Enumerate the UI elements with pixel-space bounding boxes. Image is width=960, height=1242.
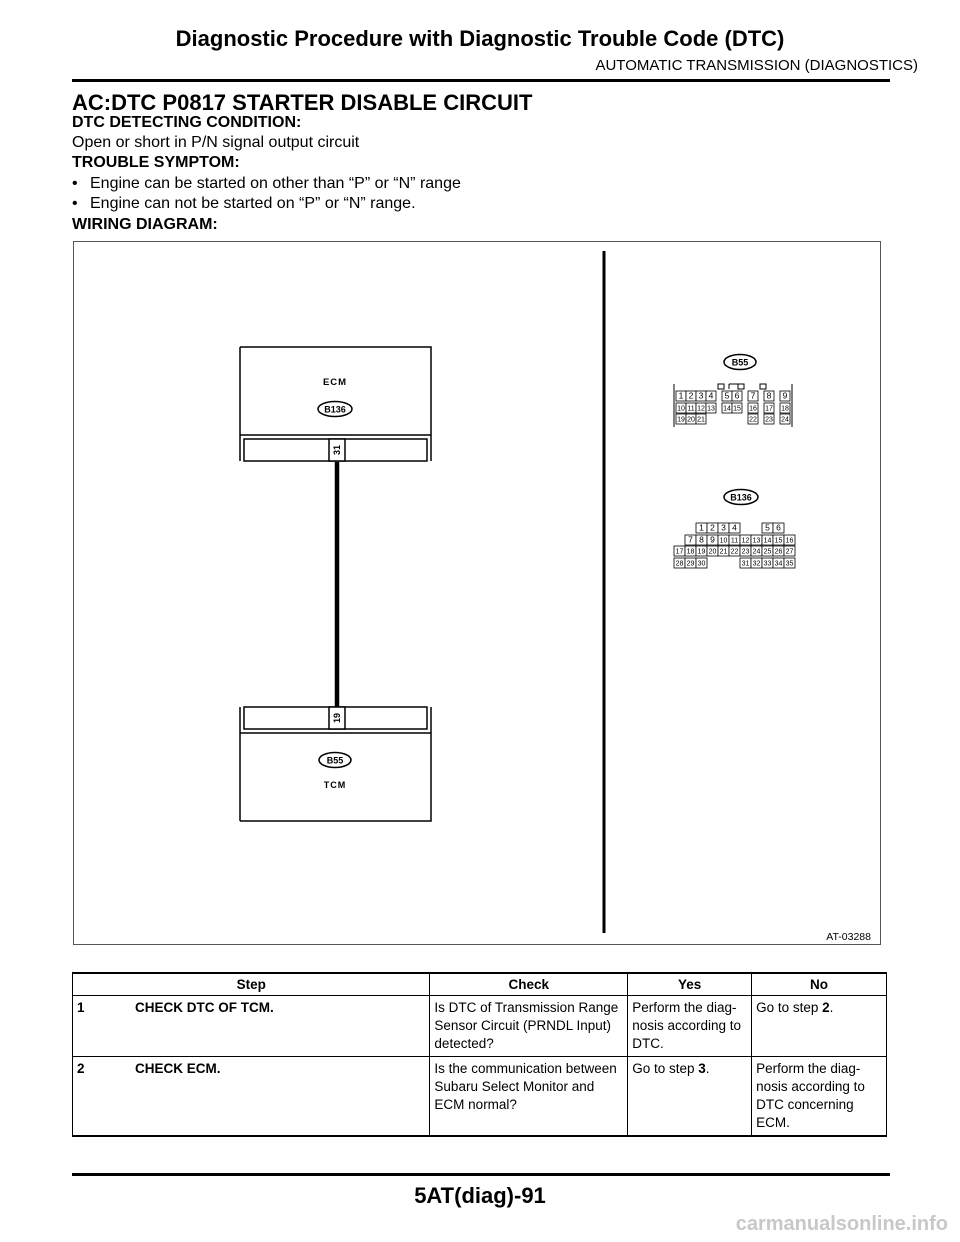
pin-number: 5 xyxy=(765,522,770,533)
pin-number: 11 xyxy=(687,405,695,413)
yes-cell: Perform the diag-nosis according to DTC. xyxy=(628,996,752,1057)
pin-number: 27 xyxy=(785,548,794,556)
pin-number: 15 xyxy=(774,537,783,545)
table-row xyxy=(73,996,887,1057)
pin-number: 19 xyxy=(677,416,685,424)
connector-latch xyxy=(718,384,724,389)
pin-number: 2 xyxy=(688,390,694,401)
pin-number: 22 xyxy=(730,548,739,556)
diagnostic-steps-table xyxy=(72,972,887,1137)
pin-number: 22 xyxy=(749,416,757,424)
pin-number: 1 xyxy=(699,522,704,533)
pin-number: 25 xyxy=(763,548,772,556)
pin-number: 29 xyxy=(686,560,695,568)
goto-prefix: Go to step xyxy=(756,1000,823,1015)
pin-number: 18 xyxy=(781,405,789,413)
pin-number: 16 xyxy=(785,537,794,545)
tcm-pin-label: 19 xyxy=(332,712,342,724)
pin-number: 14 xyxy=(723,405,731,413)
ecm-connector-label: B136 xyxy=(324,404,346,415)
pin-number: 23 xyxy=(765,416,773,424)
pin-number: 13 xyxy=(752,537,761,545)
pin-number: 21 xyxy=(697,416,705,424)
check-cell: Is the communication between Subaru Select Monitor and ECM normal? xyxy=(430,1057,628,1137)
pin-number: 20 xyxy=(687,416,695,424)
pin-number: 14 xyxy=(763,537,772,545)
pin-number: 8 xyxy=(699,534,704,545)
symptom-item xyxy=(72,175,461,193)
pin-number: 6 xyxy=(734,390,740,401)
pin-number: 23 xyxy=(741,548,750,556)
goto-prefix: Go to step xyxy=(632,1061,699,1076)
pin-number: 35 xyxy=(785,560,794,568)
tcm-connector-label: B55 xyxy=(326,755,344,766)
no-cell xyxy=(752,996,887,1057)
column-header-yes: Yes xyxy=(628,973,752,996)
symptom-text: Engine can not be started on “P” or “N” range. xyxy=(90,195,416,212)
watermark-text: carmanualsonline.info xyxy=(735,1213,948,1235)
bullet-icon: • xyxy=(72,195,78,212)
b55-connector-pinout xyxy=(674,355,792,428)
pin-number: 9 xyxy=(710,534,715,545)
pin-number: 17 xyxy=(765,405,773,413)
step-number: 1 xyxy=(77,1000,85,1015)
goto-step-link: 3 xyxy=(698,1061,706,1076)
symptom-item xyxy=(72,195,416,213)
pin-number: 12 xyxy=(697,405,705,413)
table-row xyxy=(73,1057,887,1137)
header-divider xyxy=(72,79,890,82)
pin-number: 2 xyxy=(710,522,715,533)
wiring-diagram-label: WIRING DIAGRAM: xyxy=(72,216,218,233)
pin-number: 3 xyxy=(698,390,704,401)
page-subtitle: AUTOMATIC TRANSMISSION (DIAGNOSTICS) xyxy=(595,57,918,74)
pin-number: 10 xyxy=(677,405,685,413)
step-title: CHECK ECM. xyxy=(135,1061,221,1076)
bullet-icon: • xyxy=(72,175,78,192)
b55-pinout-label: B55 xyxy=(731,357,749,368)
pin-number: 3 xyxy=(721,522,726,533)
goto-suffix: . xyxy=(705,1061,710,1076)
pin-number: 4 xyxy=(708,390,714,401)
ecm-pin-label: 31 xyxy=(332,444,342,456)
connector-latch xyxy=(760,384,766,389)
figure-id: AT-03288 xyxy=(826,931,871,943)
check-cell: Is DTC of Transmission Range Sensor Circuit (PRNDL Input) detected? xyxy=(430,996,628,1057)
pin-number: 11 xyxy=(730,537,739,545)
goto-suffix: . xyxy=(829,1000,834,1015)
pin-number: 1 xyxy=(678,390,684,401)
pin-number: 12 xyxy=(741,537,750,545)
pin-number: 32 xyxy=(752,560,761,568)
pin-number: 7 xyxy=(688,534,693,545)
connector-latch xyxy=(738,384,744,389)
goto-step-link: 2 xyxy=(822,1000,830,1015)
step-cell xyxy=(73,996,430,1057)
step-title: CHECK DTC OF TCM. xyxy=(135,1000,274,1015)
b136-pinout-label: B136 xyxy=(730,492,752,503)
section-title: AC:DTC P0817 STARTER DISABLE CIRCUIT xyxy=(72,90,533,115)
ecm-label: ECM xyxy=(322,377,348,388)
detecting-condition-text: Open or short in P/N signal output circuit xyxy=(72,134,360,151)
pin-number: 6 xyxy=(776,522,781,533)
pin-number: 34 xyxy=(774,560,783,568)
page-number: 5AT(diag)-91 xyxy=(414,1183,546,1208)
table-header-row xyxy=(73,973,887,996)
ecm-unit xyxy=(240,347,431,461)
symptom-text: Engine can be started on other than “P” or “N” range xyxy=(90,175,461,192)
column-header-step: Step xyxy=(73,973,430,996)
pin-number: 24 xyxy=(781,416,789,424)
step-cell xyxy=(73,1057,430,1137)
pin-number: 18 xyxy=(686,548,695,556)
detecting-condition-label: DTC DETECTING CONDITION: xyxy=(72,114,302,131)
column-header-no: No xyxy=(752,973,887,996)
tcm-unit xyxy=(240,707,431,821)
pin-number: 17 xyxy=(675,548,684,556)
column-header-check: Check xyxy=(430,973,628,996)
pin-number: 21 xyxy=(719,548,728,556)
pin-number: 10 xyxy=(719,537,728,545)
pin-number: 31 xyxy=(741,560,750,568)
tcm-label: TCM xyxy=(323,780,347,790)
step-number: 2 xyxy=(77,1061,85,1076)
pin-number: 26 xyxy=(774,548,783,556)
pin-number: 20 xyxy=(708,548,717,556)
pin-number: 33 xyxy=(763,560,772,568)
pin-number: 13 xyxy=(707,405,715,413)
pin-number: 9 xyxy=(782,390,788,401)
pin-number: 15 xyxy=(733,405,741,413)
footer-divider xyxy=(72,1173,890,1176)
pin-number: 24 xyxy=(752,548,761,556)
pin-number: 19 xyxy=(697,548,706,556)
pin-number: 30 xyxy=(697,560,706,568)
trouble-symptom-label: TROUBLE SYMPTOM: xyxy=(72,154,240,171)
page-title: Diagnostic Procedure with Diagnostic Trouble Code (DTC) xyxy=(175,26,785,51)
pin-number: 16 xyxy=(749,405,757,413)
yes-cell xyxy=(628,1057,752,1137)
pin-number: 8 xyxy=(766,390,772,401)
pin-number: 4 xyxy=(732,522,737,533)
pin-number: 5 xyxy=(724,390,730,401)
pin-number: 28 xyxy=(675,560,684,568)
b136-connector-pinout xyxy=(674,490,795,569)
wiring-diagram xyxy=(73,241,881,945)
pin-number: 7 xyxy=(750,390,756,401)
no-cell: Perform the diag-nosis according to DTC concerning ECM. xyxy=(752,1057,887,1137)
